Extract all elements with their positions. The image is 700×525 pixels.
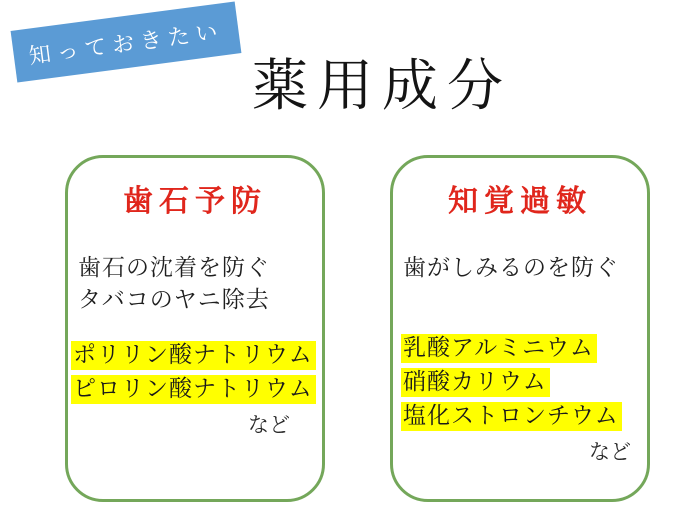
ribbon-label: 知っておきたい (27, 18, 226, 70)
ingredient-row (401, 402, 647, 431)
ingredient-row (71, 375, 322, 404)
ribbon-banner (11, 1, 242, 82)
card-heading-sensitivity: 知覚過敏 (448, 184, 592, 219)
description-line: 歯石の沈着を防ぐ (78, 255, 270, 281)
ingredient-row (71, 341, 322, 370)
card-description (78, 252, 318, 316)
ingredient-row (401, 368, 647, 397)
etc-label: など (589, 440, 631, 464)
page-title: 薬用成分 (252, 54, 512, 119)
ingredient-highlight: 硝酸カリウム (401, 368, 550, 397)
ingredient-list (68, 341, 322, 439)
ingredient-row (401, 334, 647, 363)
card-heading-tartar: 歯石予防 (123, 184, 267, 219)
description-line: 歯がしみるのを防ぐ (403, 255, 619, 281)
ingredient-list (393, 334, 647, 466)
etc-label: など (248, 413, 290, 437)
ingredient-highlight: ポリリン酸ナトリウム (71, 341, 316, 370)
description-line: タバコのヤニ除去 (78, 287, 270, 313)
card-hypersensitivity (390, 155, 650, 502)
card-tartar-prevention (65, 155, 325, 502)
ingredient-highlight: 乳酸アルミニウム (401, 334, 597, 363)
ingredient-highlight: 塩化ストロンチウム (401, 402, 622, 431)
ingredient-highlight: ピロリン酸ナトリウム (71, 375, 316, 404)
card-description (403, 252, 643, 284)
